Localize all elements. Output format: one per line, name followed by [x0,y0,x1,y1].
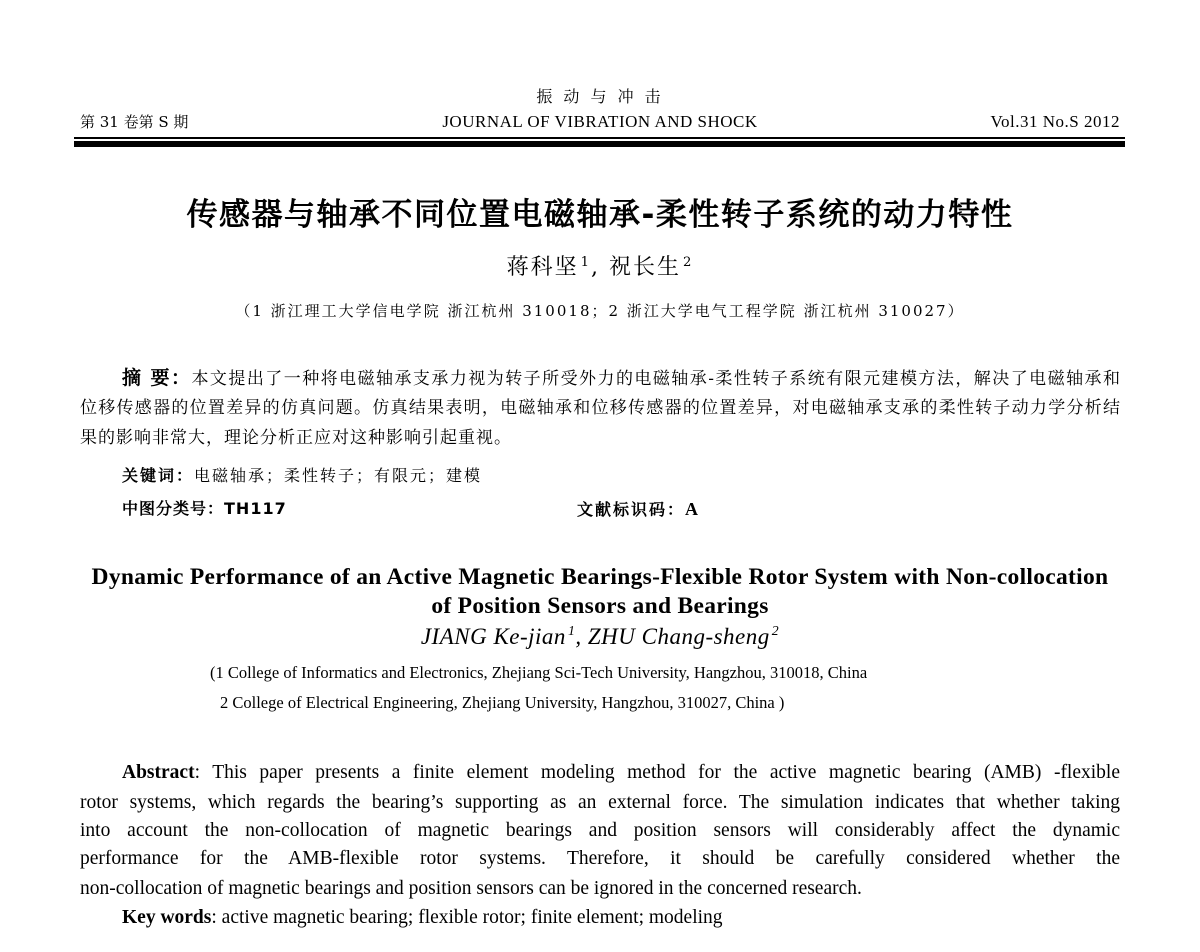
abstract-en-line [122,758,1120,788]
authors-en [0,621,1200,653]
abstract-cn-label: 摘 要： [122,367,192,389]
abstract-cn-line: 果的影响非常大，理论分析正应对这种影响引起重视。 [80,428,512,448]
author-affiliation-mark: 1 [567,623,576,639]
author-name: 蒋科坚 [506,255,579,280]
journal-name-cn: 振 动 与 冲 击 [536,87,664,106]
document-code-label: 文献标识码： [577,500,686,519]
header-rule-thin [74,137,1125,139]
paper-title-en-line: Dynamic Performance of an Active Magnetic Bearings-Flexible Rotor System with Non-collocation [91,564,1109,590]
abstract-en-line: into account the non-collocation of magnetic bearings and position sensors will considerably affect the dynamic [80,820,1120,841]
author-separator: , [575,624,588,649]
document-code-value: A [685,499,701,519]
abstract-cn-line [122,363,1120,394]
keywords-en [122,903,723,933]
clc-value: TH117 [224,499,287,518]
keywords-cn-value: 电磁轴承；柔性转子；有限元；建模 [194,466,483,485]
author-separator: , [591,255,609,280]
author-name: ZHU Chang-sheng [587,624,770,649]
author-affiliation-mark: 1 [580,254,591,270]
keywords-en-value: : active magnetic bearing; flexible rotor; finite element; modeling [211,907,723,928]
affiliation-en-line: 2 College of Electrical Engineering, Zhejiang University, Hangzhou, 310027, China ) [220,693,785,712]
author-affiliation-mark: 2 [683,254,694,270]
author-name: JIANG Ke-jian [420,624,566,649]
abstract-en-text: : This paper presents a finite element modeling method for the active magnetic bearing (AMB) -flexible [194,762,1120,783]
clc-number [122,494,287,524]
keywords-cn-label: 关键词： [122,466,195,485]
paper-title-en-line: of Position Sensors and Bearings [431,593,769,619]
abstract-en-label: Abstract [122,762,195,783]
author-affiliation-mark: 2 [771,623,780,639]
header-rule-thick [74,141,1125,147]
abstract-cn-line: 位移传感器的位置差异的仿真问题。仿真结果表明，电磁轴承和位移传感器的位置差异，对电磁轴承支承的柔性转子动力学分析结 [80,398,1120,418]
paper-title-cn: 传感器与轴承不同位置电磁轴承-柔性转子系统的动力特性 [186,197,1014,233]
abstract-en-line: rotor systems, which regards the bearing’s supporting as an external force. The simulation indicates that whether taking [80,792,1120,813]
abstract-en-line: non-collocation of magnetic bearings and position sensors can be ignored in the concerned research. [80,878,862,899]
abstract-en-line: performance for the AMB-flexible rotor systems. Therefore, it should be carefully considered whether the [80,848,1120,869]
volume-issue-cn: 第 31 卷第 S 期 [80,113,189,131]
volume-issue-en: Vol.31 No.S 2012 [990,112,1120,131]
abstract-cn-text: 本文提出了一种将电磁轴承支承力视为转子所受外力的电磁轴承-柔性转子系统有限元建模方法，解决了电磁轴承和 [191,369,1120,389]
affiliation-en-line: (1 College of Informatics and Electronics, Zhejiang Sci-Tech University, Hangzhou, 310018, China [210,663,868,682]
keywords-en-label: Key words [122,907,212,928]
clc-label: 中图分类号： [122,499,225,518]
document-code [577,494,700,525]
affiliations-cn: （1 浙江理工大学信电学院 浙江杭州 310018；2 浙江大学电气工程学院 浙江杭州 310027） [235,302,965,320]
keywords-cn [122,461,482,491]
authors-cn [0,252,1200,284]
author-name: 祝长生 [609,255,682,280]
journal-name-en: JOURNAL OF VIBRATION AND SHOCK [442,112,758,131]
